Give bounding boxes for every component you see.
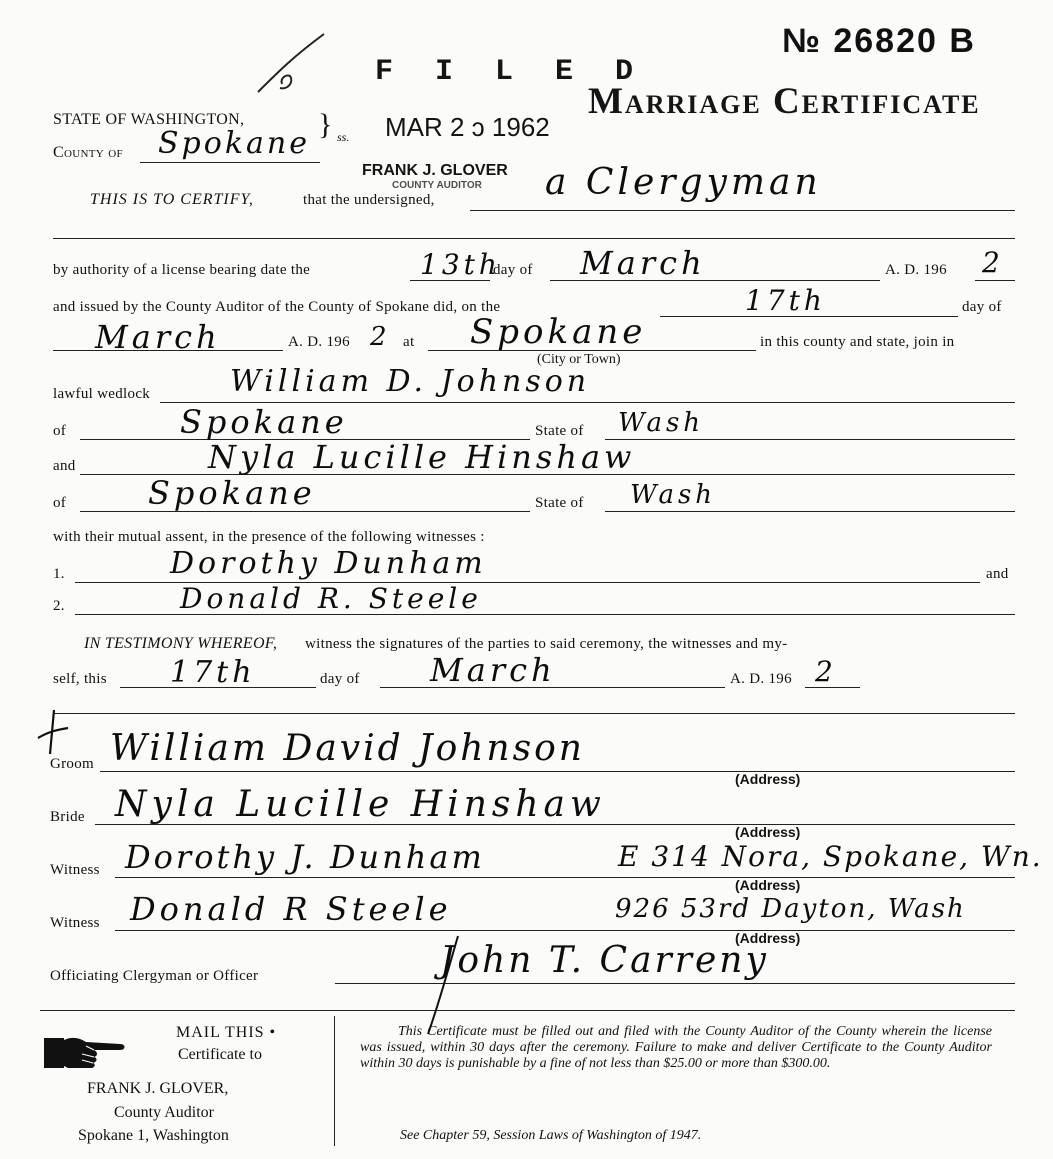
license-day: 13th bbox=[420, 248, 501, 281]
and-right: and bbox=[986, 566, 1009, 582]
of-label-1: of bbox=[53, 423, 67, 439]
join-text: in this county and state, join in bbox=[760, 334, 955, 350]
mail-this: MAIL THIS • bbox=[176, 1024, 277, 1041]
testimony-year: 2 bbox=[815, 655, 837, 688]
bride-city: Spokane bbox=[148, 474, 316, 512]
groom-label: Groom bbox=[50, 756, 94, 772]
pointing-hand-icon bbox=[42, 1030, 126, 1074]
mail-certificate-to: Certificate to bbox=[178, 1046, 262, 1063]
license-month: March bbox=[580, 244, 706, 282]
ad-label-2: A. D. 196 bbox=[288, 334, 350, 350]
license-year-line bbox=[975, 280, 1015, 281]
ad-label-1: A. D. 196 bbox=[885, 262, 947, 278]
of-label-2: of bbox=[53, 495, 67, 511]
x-mark bbox=[32, 706, 72, 762]
stamp-date: MAR 2 ɔ 1962 bbox=[385, 112, 550, 142]
witness2-address: 926 53rd Dayton, Wash bbox=[615, 894, 966, 924]
wedlock-label: lawful wedlock bbox=[53, 386, 151, 402]
at-label: at bbox=[403, 334, 415, 350]
ceremony-year: 2 bbox=[370, 322, 391, 352]
witness2-sig-line bbox=[115, 930, 1015, 931]
county-value: Spokane bbox=[158, 126, 310, 161]
bride-name: Nyla Lucille Hinshaw bbox=[208, 438, 636, 476]
testimony-month: March bbox=[430, 651, 556, 689]
groom-signature: William David Johnson bbox=[110, 728, 585, 769]
groom-state-line bbox=[605, 439, 1015, 440]
day-of-label: day of bbox=[493, 262, 533, 278]
license-prefix: by authority of a license bearing date the bbox=[53, 262, 311, 278]
witness1-label: Witness bbox=[50, 862, 100, 878]
witness2-address-label: (Address) bbox=[735, 930, 801, 946]
testimony-lead: IN TESTIMONY WHEREOF, bbox=[84, 635, 278, 652]
county-line bbox=[140, 162, 320, 163]
certificate-title: Marriage Certificate bbox=[588, 81, 981, 122]
stamp-name: FRANK J. GLOVER bbox=[362, 162, 508, 179]
pen-mark bbox=[250, 30, 330, 100]
witness2-name: Donald R. Steele bbox=[180, 582, 482, 615]
witness1-signature: Dorothy J. Dunham bbox=[125, 838, 485, 876]
state-label: STATE OF WASHINGTON, bbox=[53, 111, 245, 128]
chapter-reference: See Chapter 59, Session Laws of Washington of 1947. bbox=[400, 1128, 702, 1143]
section-divider bbox=[53, 713, 1015, 714]
witness1-address: E 314 Nora, Spokane, Wn. bbox=[618, 840, 1043, 873]
bride-label: Bride bbox=[50, 809, 85, 825]
officiant-label: Officiating Clergyman or Officer bbox=[50, 968, 259, 984]
bride-signature: Nyla Lucille Hinshaw bbox=[115, 784, 606, 825]
groom-address-label: (Address) bbox=[735, 771, 801, 787]
day-of-end: day of bbox=[962, 299, 1002, 315]
testimony-rest: witness the signatures of the parties to said ceremony, the witnesses and my- bbox=[305, 636, 788, 652]
day-of-label-2: day of bbox=[320, 671, 360, 687]
state-of-2: State of bbox=[535, 495, 584, 511]
auditor-name: FRANK J. GLOVER, bbox=[87, 1080, 229, 1097]
city-label: (City or Town) bbox=[537, 352, 621, 367]
witness2-num: 2. bbox=[53, 598, 65, 614]
self-label: self, this bbox=[53, 671, 107, 687]
certify-text: THIS IS TO CERTIFY, bbox=[90, 191, 254, 208]
certify-rest: that the undersigned, bbox=[303, 192, 435, 208]
footer-divider bbox=[334, 1016, 335, 1146]
ceremony-place: Spokane bbox=[470, 312, 647, 352]
filed-stamp: F I L E D bbox=[375, 55, 646, 89]
officiant-signature: John T. Carreny bbox=[440, 940, 769, 981]
and-label: and bbox=[53, 458, 76, 474]
groom-state: Wash bbox=[618, 408, 705, 438]
witness1-address-label: (Address) bbox=[735, 877, 801, 893]
filing-notice: This Certificate must be filled out and filed with the County Auditor of the County wherein the license was issued, within 30 days after the ceremony. Failure to make and deliver Certificate to the County Auditor within 30 days is punishable by a fine of not less than $25.00 or more than $300.00. bbox=[360, 1024, 992, 1071]
ss-label: ss. bbox=[337, 130, 350, 144]
certify-value: a Clergyman bbox=[545, 162, 822, 203]
groom-city: Spokane bbox=[180, 403, 348, 441]
county-label: County of bbox=[53, 144, 123, 161]
witness1-num: 1. bbox=[53, 566, 65, 582]
witness2-signature: Donald R Steele bbox=[130, 890, 452, 928]
ceremony-month: March bbox=[95, 318, 221, 356]
witness1-sig-line bbox=[115, 877, 1015, 878]
testimony-day: 17th bbox=[170, 655, 256, 690]
issued-text: and issued by the County Auditor of the County of Spokane did, on the bbox=[53, 299, 501, 315]
assent-text: with their mutual assent, in the presence of the following witnesses : bbox=[53, 529, 485, 545]
auditor-address: Spokane 1, Washington bbox=[78, 1127, 229, 1144]
bride-state: Wash bbox=[630, 480, 717, 510]
groom-sig-line bbox=[100, 771, 1015, 772]
license-year: 2 bbox=[982, 246, 1004, 279]
bride-state-line bbox=[605, 511, 1015, 512]
state-of-1: State of bbox=[535, 423, 584, 439]
blank-line bbox=[53, 238, 1015, 239]
witness2-label: Witness bbox=[50, 915, 100, 931]
ad-label-3: A. D. 196 bbox=[730, 671, 792, 687]
certificate-number: № 26820 B bbox=[782, 22, 976, 60]
footer-top-rule bbox=[40, 1010, 1015, 1011]
groom-name: William D. Johnson bbox=[230, 364, 591, 399]
ceremony-day: 17th bbox=[745, 284, 826, 317]
stamp-auditor: COUNTY AUDITOR bbox=[392, 180, 482, 191]
auditor-title: County Auditor bbox=[114, 1104, 215, 1121]
bride-address-label: (Address) bbox=[735, 824, 801, 840]
testimony-year-line bbox=[805, 687, 860, 688]
witness1-name: Dorothy Dunham bbox=[170, 546, 487, 581]
certify-line bbox=[470, 210, 1015, 211]
brace: } bbox=[318, 108, 333, 141]
